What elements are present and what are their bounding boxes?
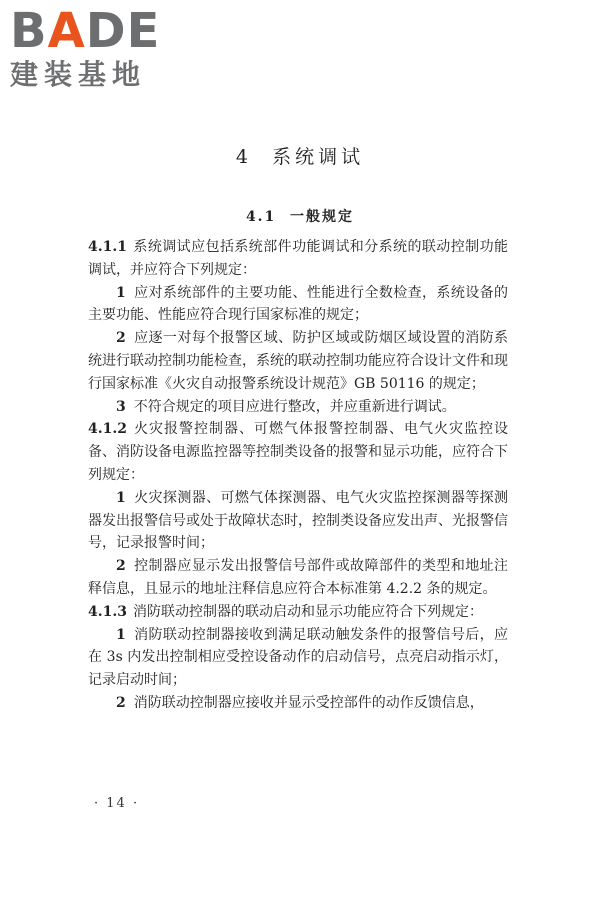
logo-wordmark: BADE [10, 3, 161, 59]
clause-text: 火灾报警控制器、可燃气体报警控制器、电气火灾监控设备、消防设备电源监控器等控制类设备的报警和显示功能，应符合下列规定： [88, 421, 508, 483]
clause-paragraph [88, 418, 508, 486]
item-text: 应逐一对每个报警区域、防护区域或防烟区域设置的消防系统进行联动控制功能检查，系统的联动控制功能应符合设计文件和现行国家标准《火灾自动报警系统设计规范》GB 50116 的规定； [88, 330, 508, 392]
item-text: 消防联动控制器接收到满足联动触发条件的报警信号后，应在 3s 内发出控制相应受控设备动作的启动信号，点亮启动指示灯，记录启动时间； [88, 626, 508, 689]
chapter-number: 4 [235, 146, 252, 168]
page-number: · 14 · [94, 796, 140, 811]
clause-text: 系统调试应包括系统部件功能调试和分系统的联动控制功能调试，并应符合下列规定： [88, 239, 508, 278]
item-number: 1 [116, 626, 126, 643]
chapter-name: 系统调试 [272, 146, 365, 168]
item-text: 应对系统部件的主要功能、性能进行全数检查，系统设备的主要功能、性能应符合现行国家标准的规定； [88, 284, 508, 324]
item-text: 不符合规定的项目应进行整改，并应重新进行调试。 [133, 398, 456, 415]
logo-accent-letter: A [47, 3, 86, 59]
list-item [88, 624, 508, 692]
item-text: 火灾探测器、可燃气体探测器、电气火灾监控探测器等探测器发出报警信号或处于故障状态时，控制类设备应发出声、光报警信号，记录报警时间； [88, 489, 508, 552]
list-item [88, 555, 508, 601]
clause-paragraph [88, 236, 508, 282]
section-number: 4.1 [245, 209, 277, 225]
item-number: 1 [116, 284, 126, 301]
item-number: 2 [116, 558, 126, 575]
clause-number: 4.1.3 [88, 603, 127, 620]
section-title [0, 206, 600, 226]
item-number: 3 [116, 398, 126, 415]
document-body [88, 236, 508, 715]
clause-text: 消防联动控制器的联动启动和显示功能应符合下列规定： [132, 603, 483, 620]
item-text: 消防联动控制器应接收并显示受控部件的动作反馈信息， [133, 694, 484, 711]
clause-number: 4.1.2 [88, 421, 127, 438]
item-number: 1 [116, 489, 126, 506]
list-item [88, 692, 508, 715]
chapter-title [0, 142, 600, 169]
section-name: 一般规定 [290, 209, 355, 225]
item-number: 2 [116, 330, 126, 347]
site-logo [10, 3, 180, 92]
list-item [88, 487, 508, 555]
item-number: 2 [116, 694, 126, 711]
list-item [88, 282, 508, 328]
clause-number: 4.1.1 [88, 239, 127, 255]
clause-paragraph [88, 601, 508, 624]
logo-subtitle: 建装基地 [10, 58, 147, 91]
item-text: 控制器应显示发出报警信号部件或故障部件的类型和地址注释信息，且显示的地址注释信息应符合本标准第 4.2.2 条的规定。 [88, 558, 508, 597]
list-item [88, 396, 508, 419]
list-item [88, 327, 508, 395]
